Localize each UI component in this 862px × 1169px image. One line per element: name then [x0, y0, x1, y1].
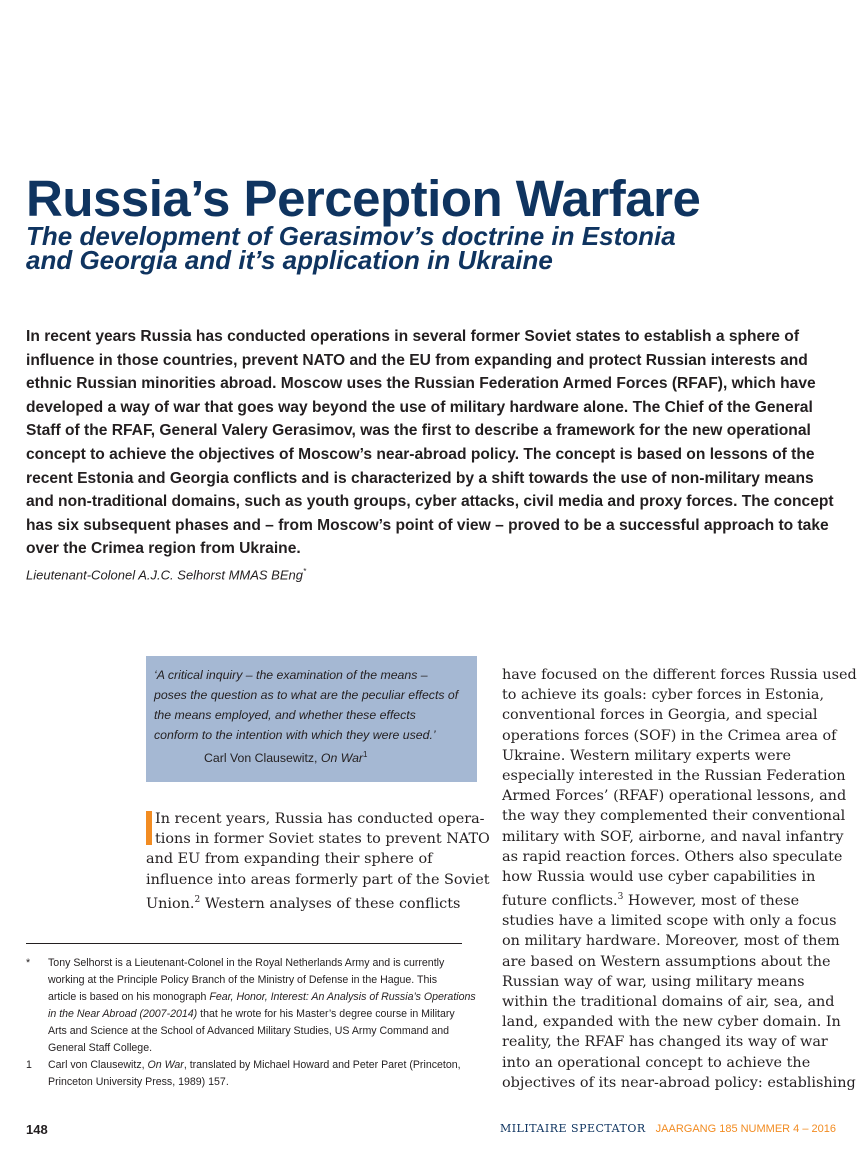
footnote-line: General Staff College. — [48, 1042, 153, 1054]
footnote-line — [48, 1057, 472, 1074]
body-line: the way they complemented their conventional — [502, 808, 846, 825]
body-line: how Russia would use cyber capabilities in — [502, 869, 816, 886]
body-text: However, most of these — [623, 893, 800, 910]
abstract-line: Staff of the RFAF, General Valery Gerasimov, was the first to describe a framework for the new operational — [26, 422, 811, 440]
abstract-line: recent Estonia and Georgia conflicts and is characterized by a shift towards the use of non-military means — [26, 469, 814, 487]
abstract-line: influence in those countries, prevent NATO and the EU from expanding and protect Russian interests and — [26, 351, 808, 369]
footnote-ref: 3 — [617, 892, 624, 903]
body-line — [502, 887, 842, 911]
dropcap-letter: I — [155, 811, 161, 827]
quote-line: ‘A critical inquiry – the examination of the means – — [154, 668, 428, 682]
footnote-mark: 1 — [26, 1059, 32, 1071]
abstract-line: over the Crimea region from Ukraine. — [26, 540, 301, 558]
body-line: Armed Forces’ (RFAF) operational lessons, and — [502, 788, 847, 805]
body-line: within the traditional domains of air, sea, and — [502, 994, 835, 1011]
body-column-left — [146, 809, 490, 914]
footnote-line: Tony Selhorst is a Lieutenant-Colonel in the Royal Netherlands Army and is currently — [48, 957, 445, 969]
footnote-text: that he wrote for his Master’s degree course in Military — [197, 1008, 455, 1020]
body-line: on military hardware. Moreover, most of them — [502, 933, 840, 950]
body-line: military with SOF, airborne, and naval infantry — [502, 828, 844, 845]
body-line: into an operational concept to achieve the — [502, 1054, 811, 1071]
body-line: and EU from expanding their sphere of — [146, 851, 433, 868]
journal-footer — [500, 1122, 836, 1135]
body-text: n recent years, Russia has conducted opera- — [160, 811, 485, 827]
footnote-author — [26, 955, 476, 1057]
footnote-mark: * — [26, 957, 31, 969]
author-byline — [26, 567, 306, 582]
body-line: as rapid reaction forces. Others also speculate — [502, 848, 843, 865]
journal-issue: JAARGANG 185 NUMMER 4 – 2016 — [655, 1123, 836, 1135]
footnote-line — [48, 989, 476, 1006]
body-line: conventional forces in Georgia, and special — [502, 707, 818, 724]
article-abstract — [26, 325, 838, 561]
quote-line: poses the question as to what are the peculiar effects of — [154, 688, 459, 702]
body-line — [146, 890, 461, 914]
journal-name: MILITAIRE SPECTATOR — [499, 1122, 646, 1135]
abstract-line: concept to achieve the objectives of Moscow’s near-abroad policy. The concept is based on lessons of the — [26, 445, 815, 463]
footnote-line: Princeton University Press, 1989) 157. — [48, 1076, 229, 1088]
page-number: 148 — [26, 1122, 48, 1137]
footnotes — [26, 955, 476, 1091]
body-text: future conflicts. — [502, 893, 618, 910]
body-line: land, expanded with the new cyber domain. In — [502, 1014, 841, 1031]
body-line — [146, 809, 485, 829]
abstract-line: and non-traditional domains, such as youth groups, cyber attacks, civil media and proxy forces. The concept — [26, 493, 834, 511]
body-line: reality, the RFAF has changed its way of war — [502, 1034, 828, 1051]
abstract-line: In recent years Russia has conducted operations in several former Soviet states to establish a sphere of — [26, 328, 800, 345]
quote-attribution — [154, 745, 469, 768]
body-text: Union. — [146, 895, 195, 912]
quote-ref: 1 — [363, 750, 368, 759]
epigraph-quote-box — [146, 656, 477, 782]
body-line: studies have a limited scope with only a focus — [502, 913, 837, 930]
footnote-line: Arts and Science at the School of Advanced Military Studies, US Army Command and — [48, 1025, 449, 1037]
body-line: to achieve its goals: cyber forces in Estonia, — [502, 687, 825, 704]
body-line: operations forces (SOF) in the Crimea area of — [502, 727, 837, 744]
footnote-line: working at the Principle Policy Branch of the Ministry of Defense in the Hague. This — [48, 974, 438, 986]
footnote-text: Carl von Clausewitz, — [48, 1059, 148, 1071]
abstract-line: has six subsequent phases and – from Moscow’s point of view – proved to be a successful approach to take — [26, 516, 829, 534]
body-line: tions in former Soviet states to prevent NATO — [155, 831, 490, 848]
quote-work: On War — [320, 751, 364, 766]
body-line: influence into areas formerly part of the Soviet — [146, 871, 490, 888]
abstract-line: developed a way of war that goes way beyond the use of military hardware alone. The Chief of the General — [26, 398, 813, 416]
abstract-line: ethnic Russian minorities abroad. Moscow uses the Russian Federation Armed Forces (RFAF), which have — [26, 375, 816, 393]
body-line: are based on Western assumptions about the — [502, 953, 831, 970]
footnote-title: On War — [147, 1059, 184, 1071]
footnote-text: article is based on his monograph — [48, 991, 210, 1003]
body-line: especially interested in the Russian Federation — [502, 768, 846, 785]
footnote-ref: 2 — [194, 894, 201, 905]
dropcap-marker — [146, 811, 152, 845]
body-line: have focused on the different forces Russia used — [502, 667, 857, 683]
quote-author: Carl Von Clausewitz, — [204, 751, 321, 766]
body-column-right — [502, 665, 857, 1093]
body-text: Western analyses of these conflicts — [200, 895, 461, 912]
footnote-title: Fear, Honor, Interest: An Analysis of Russia’s Operations — [209, 991, 476, 1003]
body-line: objectives of its near-abroad policy: establishing — [502, 1074, 856, 1091]
subtitle-line: The development of Gerasimov’s doctrine in Estonia — [26, 221, 676, 251]
body-line: Russian way of war, using military means — [502, 973, 805, 990]
quote-line: conform to the intention with which they were used.’ — [154, 728, 436, 742]
body-line: Ukraine. Western military experts were — [502, 747, 791, 764]
author-footnote-mark: * — [303, 567, 307, 576]
footnote-divider — [26, 943, 462, 944]
article-title: Russia’s Perception Warfare — [26, 170, 701, 227]
subtitle-line: and Georgia and it’s application in Ukraine — [26, 245, 553, 275]
article-subtitle — [26, 221, 846, 275]
quote-line: the means employed, and whether these effects — [154, 708, 416, 722]
footnote-text: , translated by Michael Howard and Peter Paret (Princeton, — [183, 1059, 461, 1071]
footnote-title: in the Near Abroad (2007-2014) — [48, 1008, 198, 1020]
author-name: Lieutenant-Colonel A.J.C. Selhorst MMAS BEng — [26, 567, 303, 583]
footnote-1 — [26, 1057, 472, 1091]
footnote-line — [48, 1006, 472, 1023]
